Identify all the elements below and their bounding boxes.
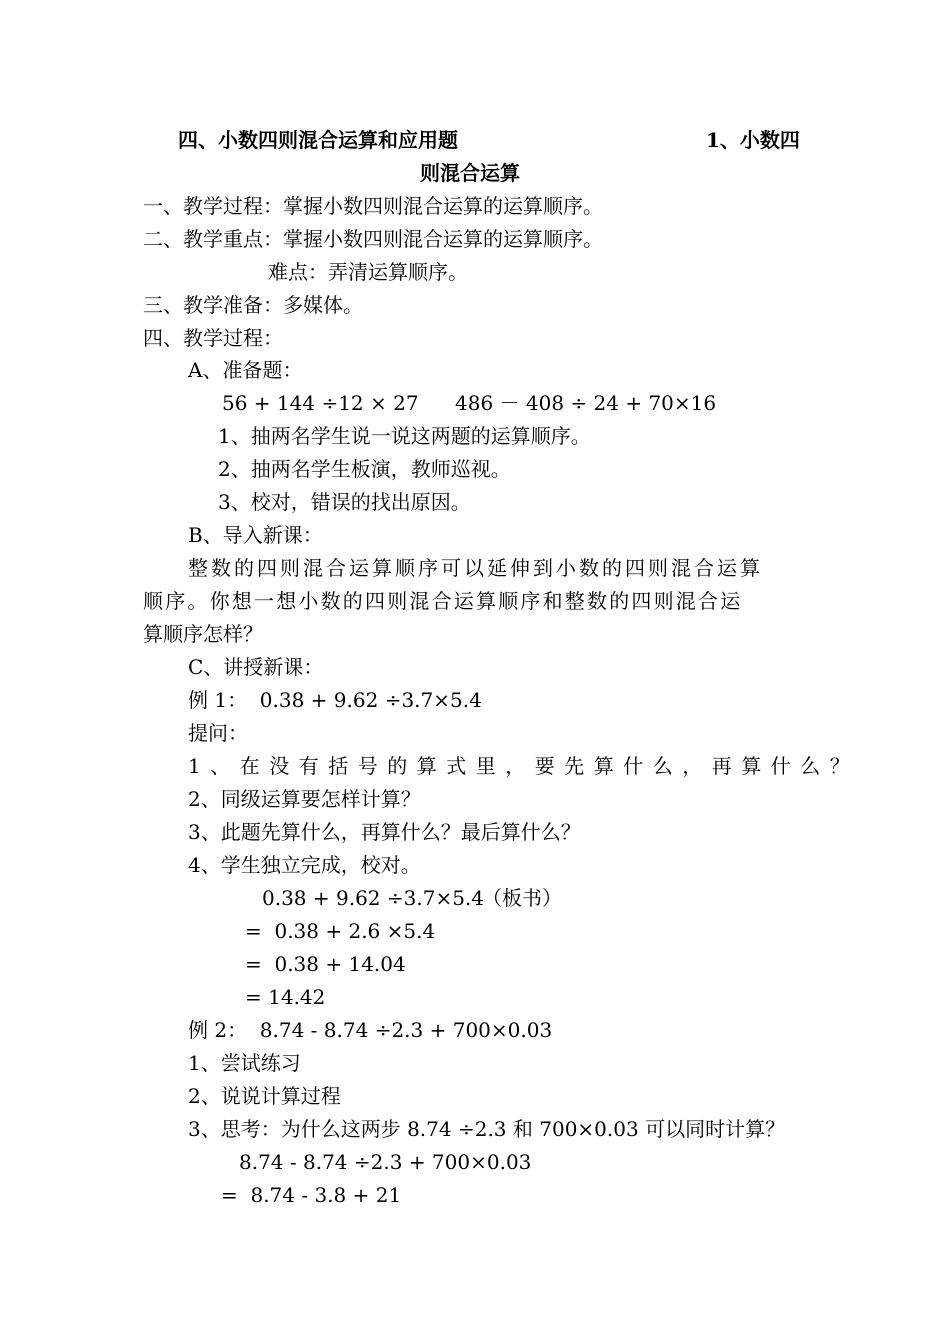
question-1: 1、在没有括号的算式里，要先算什么，再算什么？: [188, 754, 860, 778]
section-a-expr-1: 56 + 144 ÷12 × 27: [222, 391, 419, 415]
section-a-step-1: 1、抽两名学生说一说这两题的运算顺序。: [218, 424, 591, 448]
title-line2: 则混合运算: [420, 161, 520, 185]
outline-item-3: 三、教学准备：多媒体。: [143, 293, 363, 317]
worked-example-2-expr: 8.74 - 8.74 ÷2.3 + 700×0.03: [239, 1150, 532, 1174]
question-2: 2、同级运算要怎样计算？: [188, 787, 421, 811]
section-b-para-line-2: 顺序。你想一想小数的四则混合运算顺序和整数的四则混合运: [143, 589, 743, 613]
section-a-label: A、准备题：: [188, 358, 303, 382]
section-b-para-line-1: 整数的四则混合运算顺序可以延伸到小数的四则混合运算: [188, 556, 763, 580]
ask-label: 提问：: [188, 721, 248, 745]
section-a-expr-2: 486 － 408 ÷ 24 + 70×16: [455, 391, 717, 415]
worked-example-1-step-3: = 14.42: [245, 985, 326, 1009]
section-c-label: C、讲授新课：: [188, 655, 324, 679]
section-b-label: B、导入新课：: [188, 523, 323, 547]
example-2-step-1: 1、尝试练习: [188, 1051, 301, 1075]
worked-example-2-step-1: = 8.74 - 3.8 + 21: [221, 1183, 402, 1207]
example-2: 例 2： 8.74 - 8.74 ÷2.3 + 700×0.03: [188, 1018, 553, 1042]
outline-item-2-sub: 难点：弄清运算顺序。: [268, 260, 468, 284]
outline-item-2: 二、教学重点：掌握小数四则混合运算的运算顺序。: [143, 227, 603, 251]
worked-example-1-step-1: = 0.38 + 2.6 ×5.4: [245, 919, 436, 943]
outline-item-4: 四、教学过程：: [143, 326, 283, 350]
title-left: 四、小数四则混合运算和应用题: [178, 128, 458, 152]
example-2-step-2: 2、说说计算过程: [188, 1084, 341, 1108]
worked-example-1-note: （板书）: [482, 886, 562, 910]
question-3: 3、此题先算什么，再算什么？最后算什么？: [188, 820, 581, 844]
question-4: 4、学生独立完成，校对。: [188, 853, 421, 877]
example-1: 例 1： 0.38 + 9.62 ÷3.7×5.4: [188, 688, 482, 712]
section-a-step-3: 3、校对，错误的找出原因。: [218, 490, 471, 514]
example-2-step-3: 3、思考：为什么这两步 8.74 ÷2.3 和 700×0.03 可以同时计算？: [188, 1117, 786, 1141]
section-a-step-2: 2、抽两名学生板演，教师巡视。: [218, 457, 511, 481]
outline-item-1: 一、教学过程：掌握小数四则混合运算的运算顺序。: [143, 194, 603, 218]
section-b-para-line-3: 算顺序怎样？: [143, 622, 263, 646]
worked-example-1-step-2: = 0.38 + 14.04: [245, 952, 406, 976]
worked-example-1-expr: 0.38 + 9.62 ÷3.7×5.4: [262, 886, 485, 910]
title-right: 1、小数四: [706, 128, 800, 152]
